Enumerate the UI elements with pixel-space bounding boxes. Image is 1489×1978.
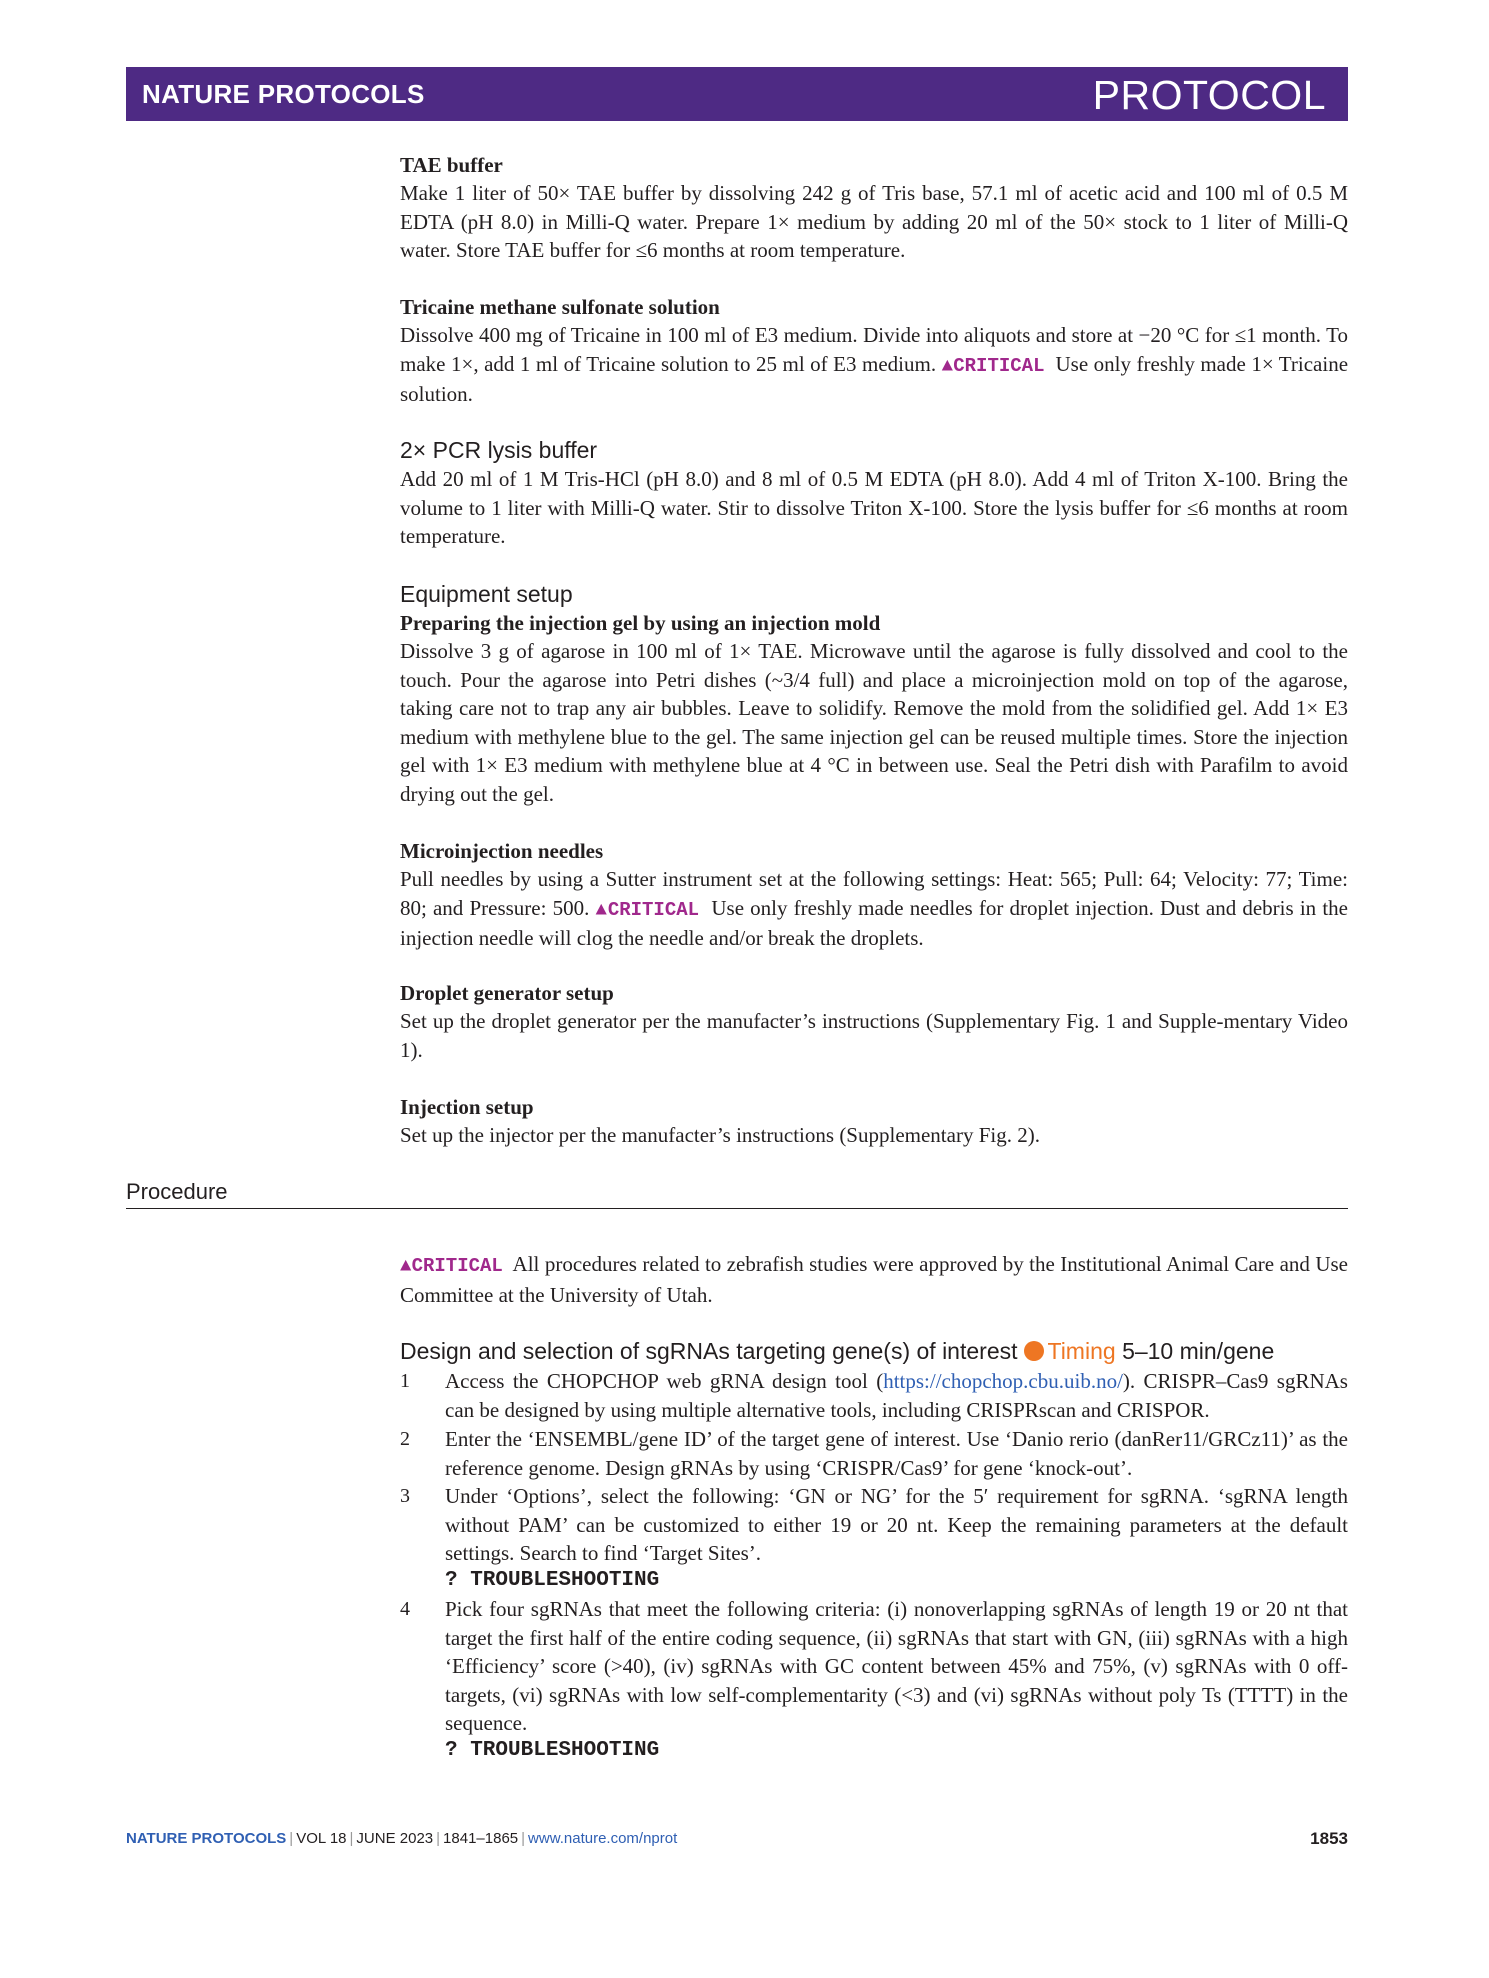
critical-label: ▲CRITICAL: [595, 898, 700, 921]
step-text: Enter the ‘ENSEMBL/gene ID’ of the target gene of interest. Use ‘Danio rerio (danRer11/GRCz11)’ as the reference genome. Design gRNAs by using ‘CRISPR/Cas9’ for gene ‘knock-out’.: [445, 1427, 1348, 1480]
procedure-critical-note: [400, 1250, 1348, 1309]
section-lysis-buffer: [400, 436, 1348, 551]
footer-url[interactable]: www.nature.com/nprot: [528, 1830, 678, 1847]
chopchop-link[interactable]: https://chopchop.cbu.uib.no/: [883, 1369, 1123, 1393]
section-title: Droplet generator setup: [400, 981, 614, 1005]
section-equipment-setup: [400, 580, 1348, 808]
step-text: Access the CHOPCHOP web gRNA design tool (https://chopchop.cbu.uib.no/). CRISPR–Cas9 sgRNAs can be designed by using multiple alternative tools, including CRISPRscan and CRISPOR.: [445, 1369, 1348, 1422]
tricaine-text: Dissolve 400 mg of Tricaine in 100 ml of E3 medium. Divide into aliquots and store at −20 °C for ≤1 month. To make 1×, add 1 ml of Tricaine solution to 25 ml of E3 medium.: [400, 323, 1348, 376]
section-tae-buffer: [400, 151, 1348, 265]
troubleshooting-link[interactable]: ? TROUBLESHOOTING: [445, 1569, 660, 1592]
section-title: Microinjection needles: [400, 839, 604, 863]
section-title: Tricaine methane sulfonate solution: [400, 295, 720, 319]
critical-text: Use only freshly made needles for droplet injection. Dust and debris in the injection needle will clog the needle and/or break the droplets.: [400, 895, 1348, 950]
section-text: Make 1 liter of 50× TAE buffer by dissolving 242 g of Tris base, 57.1 ml of acetic acid and 100 ml of 0.5 M EDTA (pH 8.0) in Milli-Q water. Prepare 1× medium by adding 20 ml of the 50× stock to 1 liter of Milli-Q water. Store TAE buffer for ≤6 months at room temperature.: [400, 181, 1348, 262]
step-text: Under ‘Options’, select the following: ‘GN or NG’ for the 5′ requirement for sgRNA. ‘sgRNA length without PAM’ can be customized to either 19 or 20 nt. Keep the remaining parameters at the default settings. Search to find ‘Target Sites’.: [445, 1484, 1348, 1565]
critical-label: ▲CRITICAL: [400, 1255, 503, 1277]
timing-label: Timing: [1047, 1338, 1116, 1364]
article-type: PROTOCOL: [1092, 72, 1326, 118]
troubleshooting-link[interactable]: ? TROUBLESHOOTING: [445, 1739, 660, 1762]
timing-icon: [1024, 1341, 1044, 1361]
footer-pages: 1841–1865: [443, 1830, 519, 1847]
journal-name: NATURE PROTOCOLS: [142, 79, 425, 109]
journal-banner: [126, 67, 1348, 121]
critical-label: ▲CRITICAL: [941, 354, 1045, 377]
section-text: Set up the droplet generator per the manufacter’s instructions (Supplementary Fig. 1 and Supple-mentary Video 1).: [400, 1009, 1348, 1062]
section-text: Add 20 ml of 1 M Tris-HCl (pH 8.0) and 8 ml of 0.5 M EDTA (pH 8.0). Add 4 ml of Triton X-100. Bring the volume to 1 liter with Milli-Q water. Stir to dissolve Triton X-100. Store the lysis buffer for ≤6 months at room temperature.: [400, 467, 1348, 548]
section-text: Set up the injector per the manufacter’s instructions (Supplementary Fig. 2).: [400, 1123, 1040, 1147]
design-title: Design and selection of sgRNAs targeting gene(s) of interest: [400, 1338, 1018, 1364]
procedure-heading: Procedure: [126, 1179, 228, 1204]
section-title: Injection setup: [400, 1095, 534, 1119]
section-title: TAE buffer: [400, 153, 503, 177]
timing-value: 5–10 min/gene: [1122, 1338, 1275, 1364]
section-text: [400, 321, 1348, 409]
section-title: Equipment setup: [400, 581, 573, 607]
step-number: 4: [400, 1598, 410, 1620]
page-footer: NATURE PROTOCOLS | VOL 18 | JUNE 2023 | 1841–1865 | www.nature.com/nprot: [126, 1830, 678, 1847]
critical-text: All procedures related to zebrafish studies were approved by the Institutional Animal Care and Use Committee at the University of Utah.: [400, 1252, 1348, 1307]
section-title: 2× PCR lysis buffer: [400, 437, 598, 463]
section-text: Dissolve 3 g of agarose in 100 ml of 1× TAE. Microwave until the agarose is fully dissolved and cool to the touch. Pour the agarose into Petri dishes (~3/4 full) and place a microinjection mold on top of the agarose, taking care not to trap any air bubbles. Leave to solidify. Remove the mold from the solidified gel. Add 1× E3 medium with methylene blue to the gel. The same injection gel can be reused multiple times. Store the injection gel with 1× E3 medium with methylene blue at 4 °C in between use. Seal the Petri dish with Parafilm to avoid drying out the gel.: [400, 639, 1348, 806]
page-number: 1853: [1310, 1829, 1348, 1848]
section-droplet-generator: [400, 979, 1348, 1064]
step-number: 3: [400, 1485, 410, 1507]
section-microinjection-needles: [400, 837, 1348, 953]
section-injection-setup: [400, 1093, 1348, 1150]
footer-date: JUNE 2023: [356, 1830, 434, 1847]
footer-volume: VOL 18: [296, 1830, 347, 1847]
section-tricaine: [400, 293, 1348, 409]
footer-journal: NATURE PROTOCOLS: [126, 1830, 287, 1847]
procedure-divider: [126, 1208, 1348, 1209]
design-section-header: [400, 1337, 1348, 1366]
needles-text: Pull needles by using a Sutter instrument set at the following settings: Heat: 565; Pull: 64; Velocity: 77; Time: 80; and Pressure: 500.: [400, 867, 1348, 920]
step-number: 2: [400, 1428, 410, 1450]
section-subtitle: Preparing the injection gel by using an injection mold: [400, 611, 881, 635]
step-text: Pick four sgRNAs that meet the following criteria: (i) nonoverlapping sgRNAs of length 19 or 20 nt that target the first half of the entire coding sequence, (ii) sgRNAs that start with GN, (iii) sgRNAs with a high ‘Efficiency’ score (>40), (iv) sgRNAs with GC content between 45% and 75%, (v) sgRNAs with 0 off-targets, (vi) sgRNAs with low self-complementarity (<3) and (vi) sgRNAs without poly Ts (TTTT) in the sequence.: [445, 1597, 1348, 1735]
step-number: 1: [400, 1370, 410, 1392]
section-text: [400, 865, 1348, 953]
critical-text: Use only freshly made 1× Tricaine solution.: [400, 351, 1349, 406]
